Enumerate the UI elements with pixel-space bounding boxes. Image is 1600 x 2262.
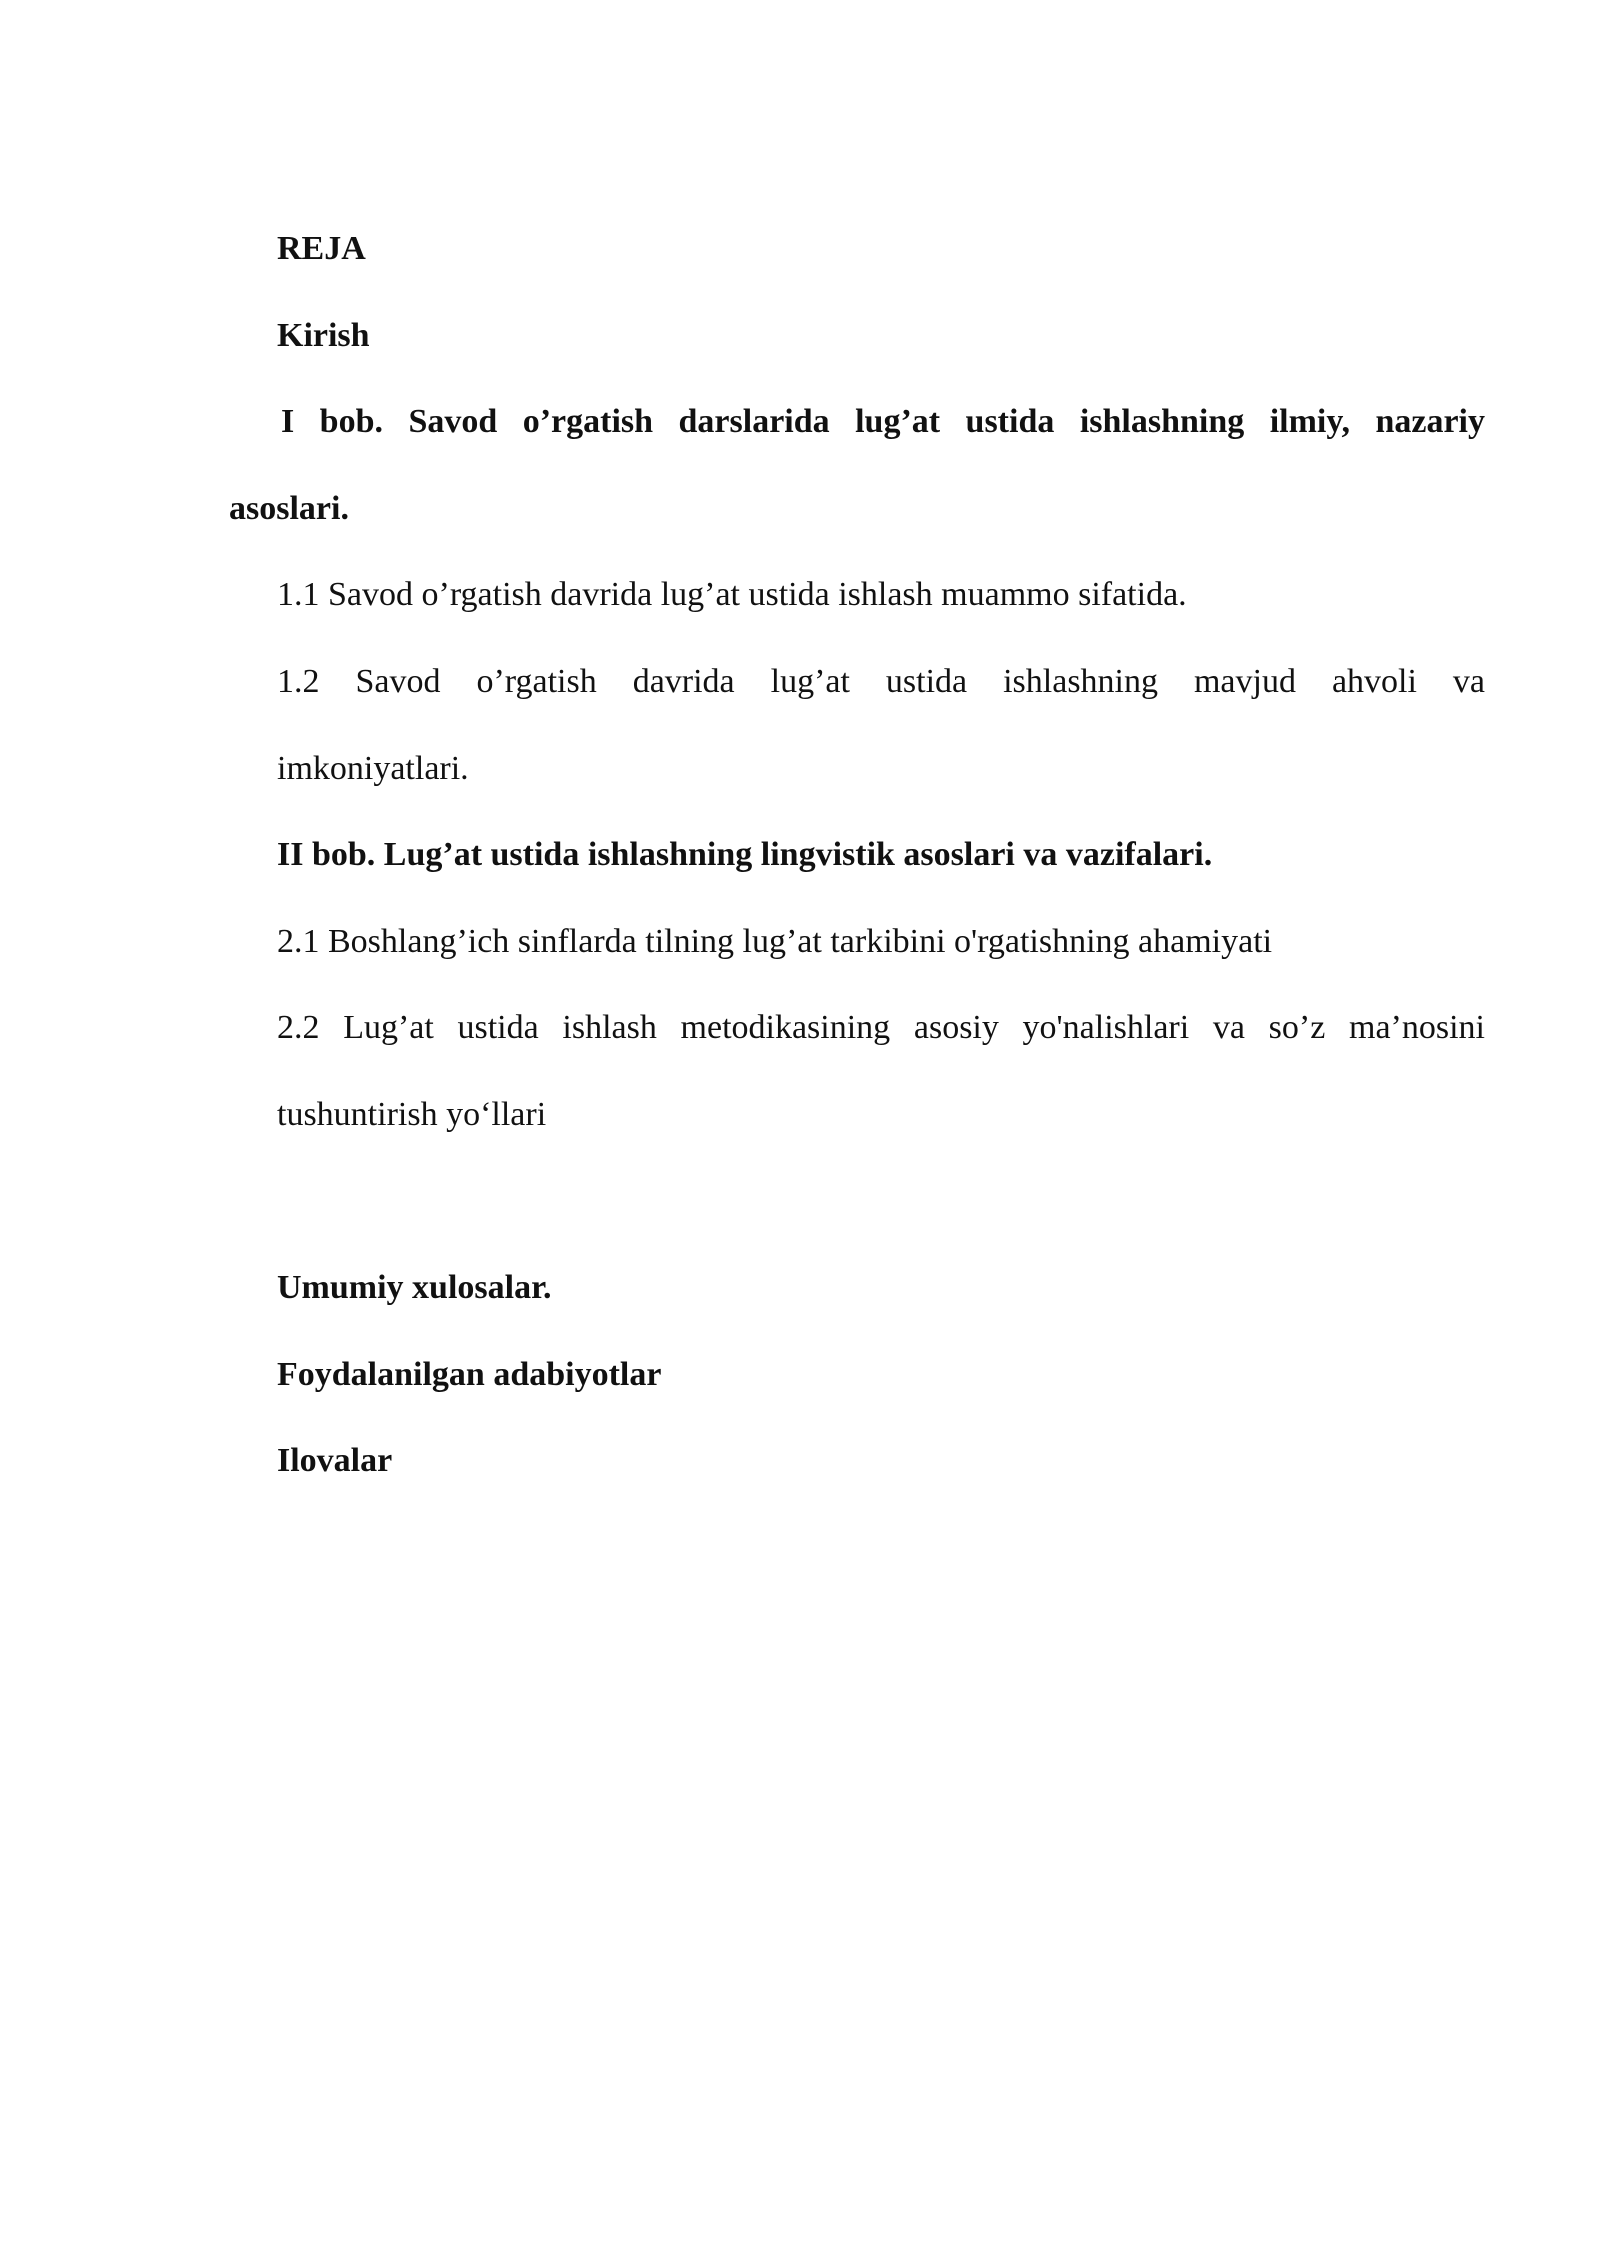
toc-chapter-1-line-2: asoslari. xyxy=(229,489,349,527)
toc-section-1-1: 1.1 Savod o’rgatish davrida lug’at ustida ishlash muammo sifatida. xyxy=(277,576,1187,614)
toc-section-1-2 xyxy=(229,639,1485,726)
toc-section-2-2-line-1: 2.2 Lug’at ustida ishlash metodikasining asosiy yo'nalishlari va so’z ma’nosini xyxy=(277,1009,1485,1047)
toc-appendices: Ilovalar xyxy=(277,1442,393,1480)
toc-conclusions: Umumiy xulosalar. xyxy=(277,1269,552,1307)
toc-chapter-1-line-1: I bob. Savod o’rgatish darslarida lug’at ustida ishlashning ilmiy, nazariy xyxy=(281,403,1485,441)
toc-chapter-1 xyxy=(229,379,1485,466)
toc-section-2-2-line-2: tushuntirish yo‘llari xyxy=(277,1095,547,1133)
toc-chapter-2: II bob. Lug’at ustida ishlashning lingvistik asoslari va vazifalari. xyxy=(277,836,1213,874)
blank-line xyxy=(229,1159,1485,1246)
toc-section-1-2-line-1: 1.2 Savod o’rgatish davrida lug’at ustida ishlashning mavjud ahvoli va xyxy=(277,662,1485,700)
toc-references: Foydalanilgan adabiyotlar xyxy=(277,1355,662,1393)
plan-title: REJA xyxy=(277,230,366,267)
toc-section-1-2-line-2: imkoniyatlari. xyxy=(277,749,469,787)
table-of-contents xyxy=(229,206,1485,1505)
toc-section-2-1: 2.1 Boshlang’ich sinflarda tilning lug’at tarkibini o'rgatishning ahamiyati xyxy=(277,922,1273,960)
toc-section-2-2 xyxy=(229,985,1485,1072)
toc-intro: Kirish xyxy=(277,316,370,354)
